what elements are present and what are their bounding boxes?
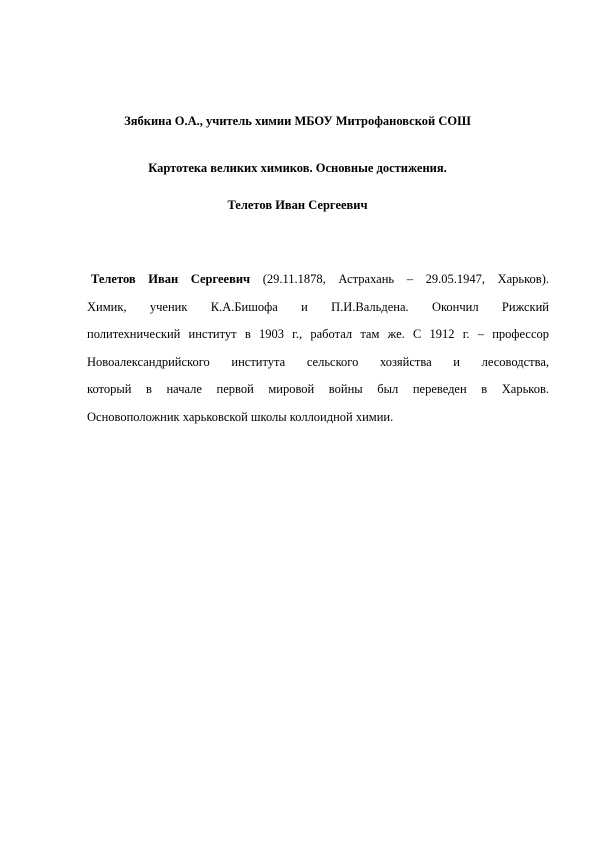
document-subtitle: Картотека великих химиков. Основные достижения. (148, 161, 447, 175)
chemist-name-inline: Телетов Иван Сергеевич (91, 272, 251, 286)
chemist-name-title: Телетов Иван Сергеевич (227, 198, 368, 212)
biography-paragraph (87, 266, 549, 431)
paragraph-line-text: (29.11.1878, Астрахань – 29.05.1947, Харьков). (250, 272, 549, 286)
paragraph-line: который в начале первой мировой войны был переведен в Харьков. (87, 382, 549, 396)
paragraph-line: Новоалександрийского института сельского хозяйства и лесоводства, (87, 354, 549, 369)
paragraph-line (87, 266, 549, 294)
paragraph-line: Основоположник харьковской школы коллоидной химии. (87, 409, 394, 424)
paragraph-line: политехнический институт в 1903 г., работал там же. С 1912 г. – профессор (87, 327, 549, 341)
paragraph-line: Химик, ученик К.А.Бишофа и П.И.Вальдена. Окончил Рижский (87, 299, 549, 314)
author-line: Зябкина О.А., учитель химии МБОУ Митрофановской СОШ (124, 114, 471, 128)
